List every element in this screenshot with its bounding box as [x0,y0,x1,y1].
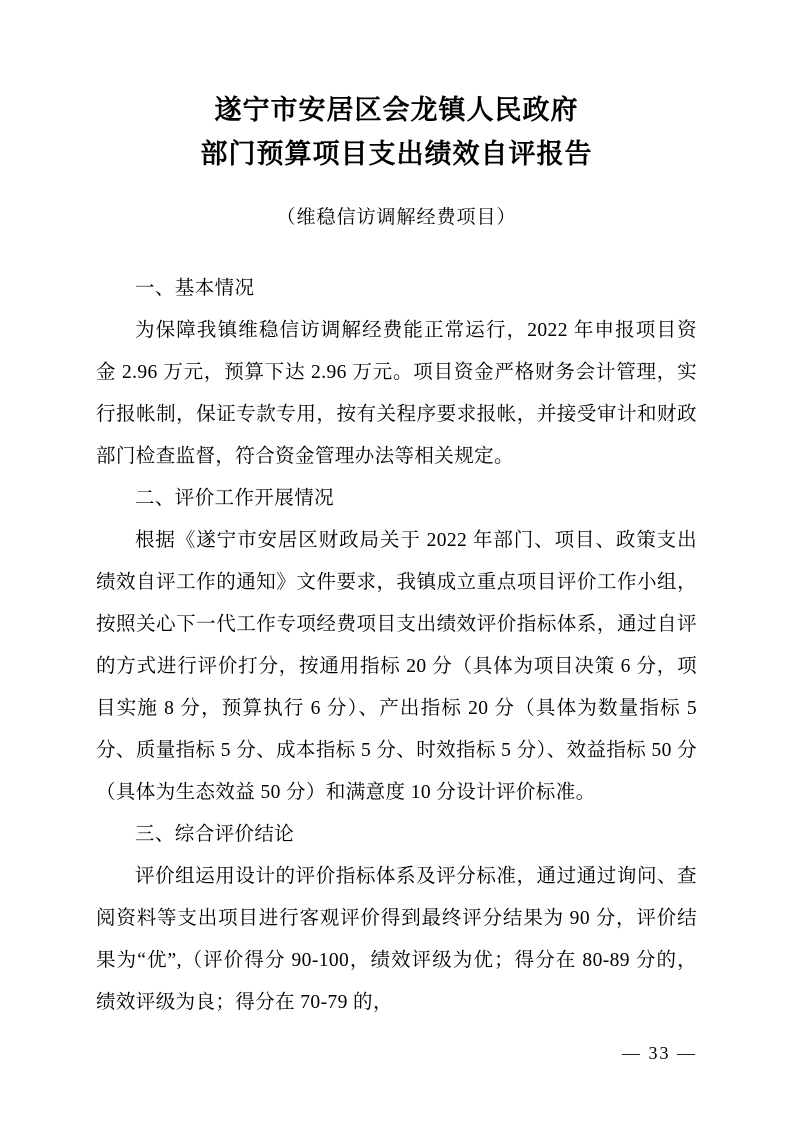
section-paragraph-2-1: 根据《遂宁市安居区财政局关于 2022 年部门、项目、政策支出绩效自评工作的通知》文件要求，我镇成立重点项目评价工作小组，按照关心下一代工作专项经费项目支出绩效评价指标体系，通过自评的方式进行评价打分，按通用指标 20 分（具体为项目决策 6 分，项目实施 8 分，预算执行 6 分）、产出指标 20 分（具体为数量指标 5 分、质量指标 5 分、成本指标 5 分、时效指标 5 分）、效益指标 50 分（具体为生态效益 50 分）和满意度 10 分设计评价标准。 [96,530,697,803]
title-line-1: 遂宁市安居区会龙镇人民政府 [214,95,579,125]
document-subtitle: （维稳信访调解经费项目） [276,207,517,228]
section-heading-3: 三、综合评价结论 [135,824,295,845]
section-paragraph-1-1: 为保障我镇维稳信访调解经费能正常运行，2022 年申报项目资金 2.96 万元，预算下达 2.96 万元。项目资金严格财务会计管理，实行报帐制，保证专款专用，按有关程序要求报帐，并接受审计和财政部门检查监督，符合资金管理办法等相关规定。 [96,320,697,467]
document-body [96,268,697,1024]
page-title [96,88,697,176]
section-heading-1: 一、基本情况 [135,278,255,299]
title-line-2: 部门预算项目支出绩效自评报告 [200,139,593,169]
section-paragraph-3-1: 评价组运用设计的评价指标体系及评分标准，通过通过询问、查阅资料等支出项目进行客观评价得到最终评分结果为 90 分，评价结果为“优”,（评价得分 90-100，绩效评级为优；得分在 80-89 分的，绩效评级为良；得分在 70-79 的， [96,866,697,1013]
page-number: — 33 — [622,1043,697,1063]
section-heading-2: 二、评价工作开展情况 [135,488,335,509]
